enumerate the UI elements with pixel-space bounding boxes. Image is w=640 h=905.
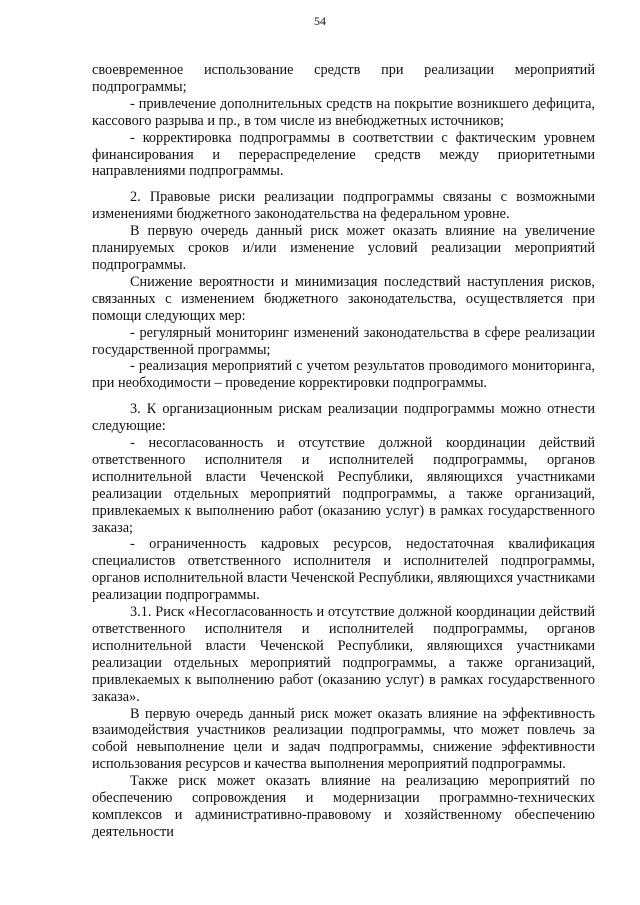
list-item: - несогласованность и отсутствие должной координации действий ответственного исполнителя и исполнителей подпрограммы, органов исполнительной власти Чеченской Республики, являющихся участниками реализации отдельных мероприятий подпрограммы, а также организаций, привлекаемых к выполнению работ (оказанию услуг) в рамках государственного заказа; <box>92 435 595 536</box>
paragraph: 3.1. Риск «Несогласованность и отсутствие должной координации действий ответственного исполнителя и исполнителей подпрограммы, органов исполнительной власти Чеченской Республики, являющихся участниками реализации отдельных мероприятий подпрограммы, а также организаций, привлекаемых к выполнению работ (оказанию услуг) в рамках государственного заказа». <box>92 604 595 705</box>
paragraph: Также риск может оказать влияние на реализацию мероприятий по обеспечению сопровождения и модернизации программно-технических комплексов и административно-правовому и хозяйственному обеспечению деятельности <box>92 773 595 840</box>
paragraph: 2. Правовые риски реализации подпрограммы связаны с возможными изменениями бюджетного законодательства на федеральном уровне. <box>92 189 595 223</box>
paragraph: Снижение вероятности и минимизация последствий наступления рисков, связанных с изменением бюджетного законодательства, осуществляется при помощи следующих мер: <box>92 273 595 324</box>
paragraph: В первую очередь данный риск может оказать влияние на увеличение планируемых сроков и/или изменение условий реализации мероприятий подпрограммы. <box>92 223 595 273</box>
page-number: 54 <box>314 14 326 28</box>
paragraph: своевременное использование средств при реализации мероприятий подпрограммы; <box>92 62 595 95</box>
list-item: - реализация мероприятий с учетом результатов проводимого мониторинга, при необходимости – проведение корректировки подпрограммы. <box>92 358 595 392</box>
list-item: - ограниченность кадровых ресурсов, недостаточная квалификация специалистов ответственного исполнителя и исполнителей подпрограммы, органов исполнительной власти Чеченской Республики, являющихся участниками реализации подпрограммы. <box>92 536 595 604</box>
list-item: - регулярный мониторинг изменений законодательства в сфере реализации государственной программы; <box>92 324 595 358</box>
paragraph: 3. К организационным рискам реализации подпрограммы можно отнести следующие: <box>92 401 595 435</box>
list-item: - корректировка подпрограммы в соответствии с фактическим уровнем финансирования и перераспределение средств между приоритетными направлениями подпрограммы. <box>92 129 595 180</box>
list-item: - привлечение дополнительных средств на покрытие возникшего дефицита, кассового разрыва и пр., в том числе из внебюджетных источников; <box>92 95 595 129</box>
document-body <box>92 62 595 841</box>
paragraph: В первую очередь данный риск может оказать влияние на эффективность взаимодействия участников реализации подпрограммы, что может повлечь за собой невыполнение цели и задач подпрограммы, снижение эффективности использования ресурсов и качества выполнения мероприятий подпрограммы. <box>92 705 595 773</box>
